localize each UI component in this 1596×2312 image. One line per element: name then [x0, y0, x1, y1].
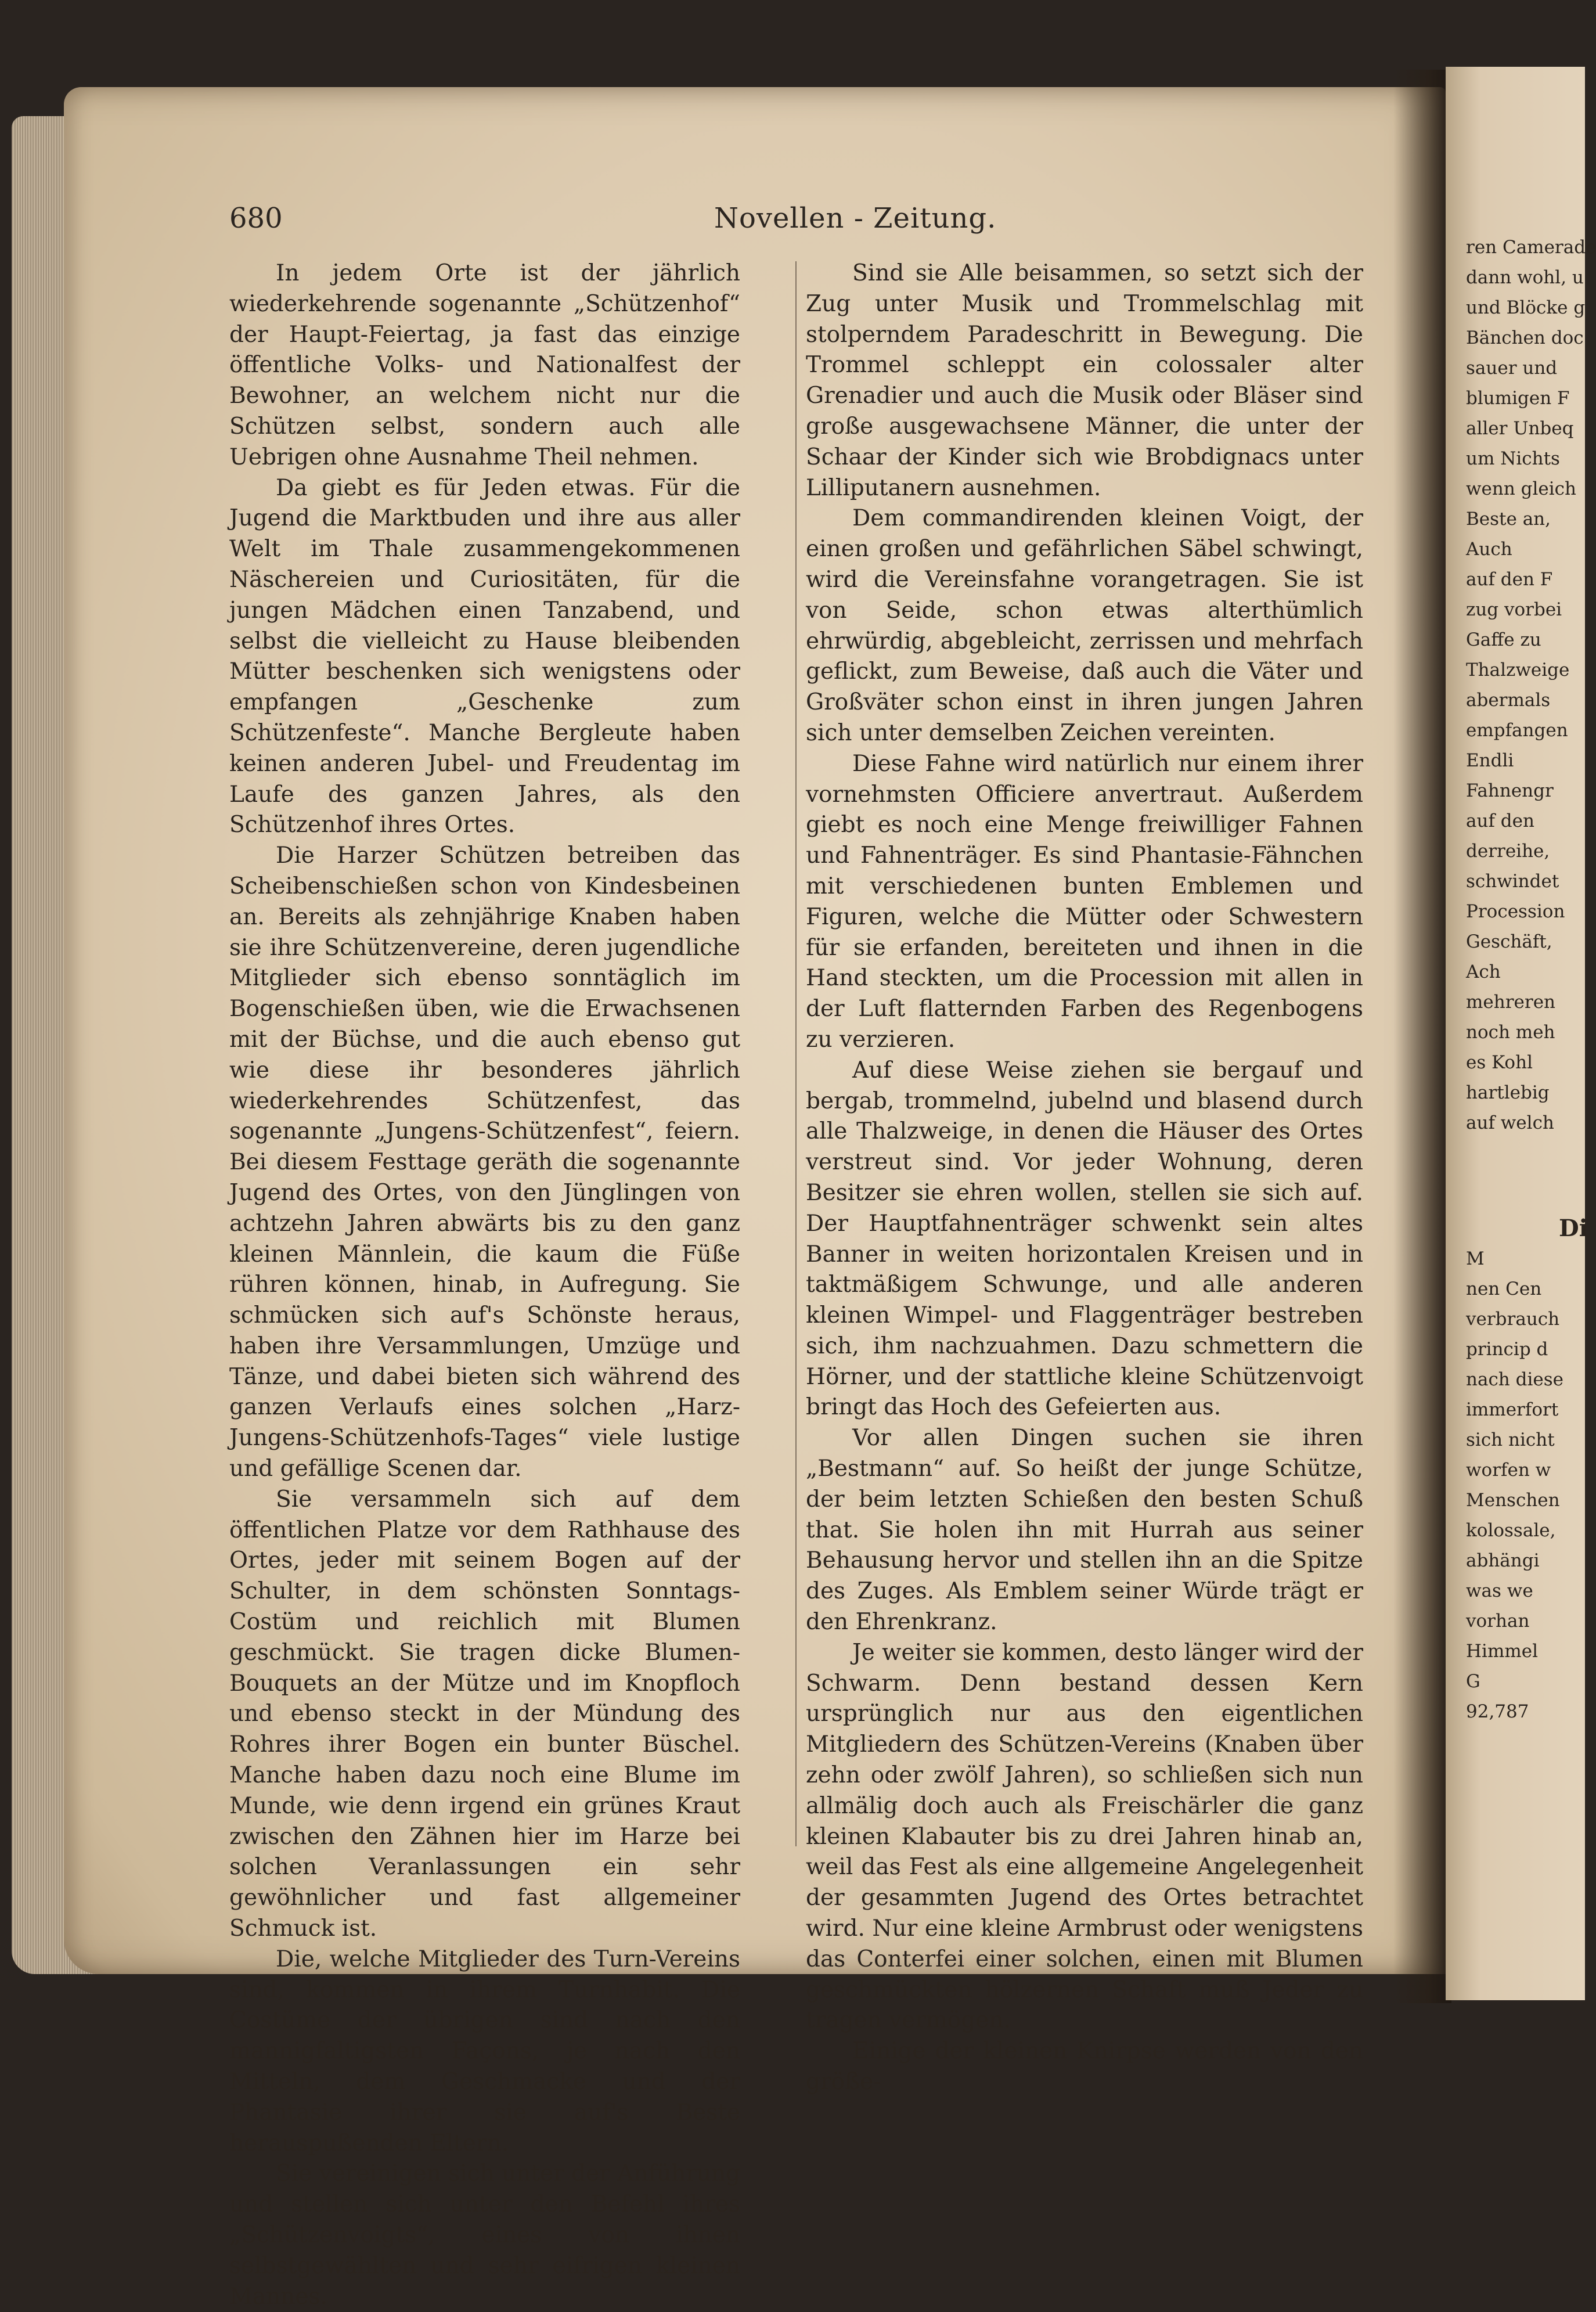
text-fragment: aller Unbeq [1466, 418, 1574, 439]
text-fragment: dann wohl, u [1466, 267, 1584, 288]
text-fragment: und Blöcke g [1466, 297, 1586, 318]
text-fragment: Beste an, [1466, 509, 1551, 530]
right-text-column [806, 258, 1363, 2098]
text-fragment: Endli [1466, 750, 1514, 771]
paragraph: Auf diese Weise ziehen sie bergauf und bergab, trommelnd, jubelnd und blasend durch alle Thalzweige, in denen die Häuser des Ortes verstreut sind. Vor jeder Wohnung, deren Besitzer sie ehren wollen, stellen sie sich auf. Der Hauptfahnenträger schwenkt sein altes Banner in weiten horizontalen Kreisen und in taktmäßigem Schwunge, und alle anderen kleinen Wimpel- und Flaggenträger bestreben sich, ihm nachzuahmen. Dazu schmettern die Hörner, und der stattliche kleine Schützenvoigt bringt das Hoch des Gefeierten aus. [806, 1057, 1363, 1421]
journal-title: Novellen - Zeitung. [714, 202, 997, 235]
page-number: 680 [229, 202, 283, 235]
paragraph: Sind sie Alle beisammen, so setzt sich der Zug unter Musik und Trommelschlag mit stolperndem Paradeschritt in Bewegung. Die Trommel schleppt ein colossaler alter Grenadier und auch die Musik oder Bläser sind große ausgewachsene Männer, die unter der Schaar der Kinder sich wie Brobdignacs unter Lilliputanern ausnehmen. [806, 260, 1363, 501]
text-fragment: immerfort [1466, 1399, 1559, 1420]
text-fragment: vorhan [1466, 1611, 1530, 1632]
text-fragment: M [1466, 1248, 1485, 1269]
text-fragment: auf den [1466, 811, 1534, 831]
text-fragment: hartlebig [1466, 1082, 1550, 1103]
text-fragment: sauer und [1466, 358, 1558, 379]
text-fragment: sich nicht [1466, 1429, 1555, 1450]
book-gutter [1393, 70, 1451, 2003]
text-fragment: abhängi [1466, 1550, 1540, 1571]
text-fragment: ren Camerade [1466, 237, 1596, 258]
paragraph: Einige der kleinen Knirpse werden von den größe- [806, 2038, 1363, 2095]
text-fragment: nen Cen [1466, 1279, 1542, 1299]
text-fragment: zug vorbei [1466, 599, 1562, 620]
running-head [229, 202, 1367, 243]
spacer [1466, 1138, 1588, 1213]
paragraph: Sie versammeln sich auf dem öffentlichen Platze vor dem Rathhause des Ortes, jeder mit seinem Bogen auf der Schulter, in dem schönsten Sonntags-Costüm und reichlich mit Blumen geschmückt. Sie tragen dicke Blumen-Bouquets an der Mütze und im Knopfloch und ebenso steckt in der Mündung des Rohres ihrer Bogen ein bunter Büschel. Manche haben dazu noch eine Blume im Munde, wie denn irgend ein grünes Kraut zwischen den Zähnen hier im Harze bei solchen Veranlassungen ein sehr gewöhnlicher und fast allgemeiner Schmuck ist. [229, 1486, 740, 1942]
text-fragment: G [1466, 1671, 1480, 1692]
text-fragment: mehreren [1466, 992, 1556, 1013]
paragraph: Je weiter sie kommen, desto länger wird der Schwarm. Denn bestand dessen Kern ursprünglich nur aus den eigentlichen Mitgliedern des Schützen-Vereins (Knaben über zehn oder zwölf Jahren), so schließen sich nun allmälig doch auch als Freischärler die ganz kleinen Klabauter bis zu drei Jahren hinab an, weil das Fest als eine allgemeine Angelegenheit der gesammten Jugend des Ortes betrachtet wird. Nur eine kleine Armbrust oder wenigstens das Conterfei einer solchen, einen mit Blumen geschmückten hölzernen Schaft muß Jeder zu tragen vermögen. [806, 1639, 1363, 2034]
text-fragment: Gaffe zu [1466, 629, 1541, 650]
text-fragment: Menschen [1466, 1490, 1560, 1511]
paragraph: Da giebt es für Jeden etwas. Für die Jugend die Marktbuden und ihre aus aller Welt im Thale zusammengekommenen Näschereien und Curiositäten, für die jungen Mädchen einen Tanzabend, und selbst die vielleicht zu Hause bleibenden Mütter beschenken sich wenigstens oder empfangen „Geschenke zum Schützenfeste“. Manche Bergleute haben keinen anderen Jubel- und Freudentag im Laufe des ganzen Jahres, als den Schützenhof ihres Ortes. [229, 474, 740, 838]
paragraph: Die Harzer Schützen betreiben das Scheibenschießen schon von Kindesbeinen an. Bereits als zehnjährige Knaben haben sie ihre Schützenvereine, deren jugendliche Mitglieder sich ebenso sonntäglich im Bogenschießen üben, wie die Erwachsenen mit der Büchse, und die auch ebenso gut wie diese ihr besonderes jährlich wiederkehrendes Schützenfest, das sogenannte „Jungens-Schützenfest“, feiern. Bei diesem Festtage geräth die sogenannte Jugend des Ortes, von den Jünglingen von achtzehn Jahren abwärts bis zu den ganz kleinen Männlein, die kaum die Füße rühren können, hinab, in Aufregung. Sie schmücken sich auf's Schönste heraus, haben ihre Versammlungen, Umzüge und Tänze, und dabei bieten sich während des ganzen Verlaufs eines solchen „Harz-Jungens-Schützenhofs-Tages“ viele lustige und gefällige Scenen dar. [229, 842, 740, 1482]
text-fragment: schwindet [1466, 871, 1559, 892]
text-fragment: derreihe, [1466, 841, 1550, 862]
text-fragment: es Kohl [1466, 1052, 1533, 1073]
paragraph: Die, welche Mitglieder des Turn-Vereins sind, kommen in ihrem Turnhabit. Die Costüme der übrigen sind nach den mannigfaltigsten Façons, je nach den Mitteln, dem Geschmacke und der Phantasie ihrer sie auf's Beste herauspußenden Eltern. [229, 1946, 740, 2156]
left-text-column [229, 258, 740, 2312]
text-fragment: nach diese [1466, 1369, 1563, 1390]
text-fragment: kolossale, [1466, 1520, 1556, 1541]
text-fragment: Ach [1466, 961, 1501, 982]
text-fragment: auf den F [1466, 569, 1553, 590]
text-fragment: um Nichts [1466, 448, 1560, 469]
text-fragment: Himmel [1466, 1641, 1538, 1662]
column-divider [795, 261, 797, 1846]
text-fragment: abermals [1466, 690, 1551, 711]
text-fragment: verbrauch [1466, 1309, 1560, 1330]
text-fragment: princip d [1466, 1339, 1548, 1360]
text-fragment: Thalzweige [1466, 660, 1570, 680]
text-fragment: worfen w [1466, 1460, 1551, 1481]
text-fragment: auf welch [1466, 1112, 1554, 1133]
text-fragment: noch meh [1466, 1022, 1555, 1043]
text-fragment: was we [1466, 1580, 1533, 1601]
text-fragment: wenn gleich [1466, 478, 1577, 499]
text-fragment: Geschäft, [1466, 931, 1552, 952]
text-fragment: Auch [1466, 539, 1512, 560]
text-fragment: 92,787 [1466, 1701, 1529, 1722]
text-fragment: Fahnengr [1466, 780, 1554, 801]
paragraph: Sie vereinigen sich unter der Anführung und stellen sich unter den Befehl ihres „Schützenvoigts“, eines von ihnen selbstgewählten und sehr eifrigen kleinen Mannes. [229, 2160, 740, 2310]
text-fragment: empfangen [1466, 720, 1568, 741]
facing-page-heading: Di [1559, 1215, 1588, 1242]
paragraph: Dem commandirenden kleinen Voigt, der einen großen und gefährlichen Säbel schwingt, wird die Vereinsfahne vorangetragen. Sie ist von Seide, schon etwas alterthümlich ehrwürdig, abgebleicht, zerrissen und mehrfach geflickt, zum Beweise, daß auch die Väter und Großväter schon einst in ihren jungen Jahren sich unter demselben Zeichen vereinten. [806, 505, 1363, 746]
paragraph: In jedem Orte ist der jährlich wiederkehrende sogenannte „Schützenhof“ der Haupt-Feiertag, ja fast das einzige öffentliche Volks- und Nationalfest der Bewohner, an welchem nicht nur die Schützen selbst, sondern auch alle Uebrigen ohne Ausnahme Theil nehmen. [229, 260, 740, 470]
text-fragment: Procession [1466, 901, 1565, 922]
text-fragment: blumigen F [1466, 388, 1570, 409]
text-fragment: Bänchen doc [1466, 327, 1584, 348]
facing-page-text [1466, 232, 1596, 1727]
paragraph: Vor allen Dingen suchen sie ihren „Bestmann“ auf. So heißt der junge Schütze, der beim letzten Schießen den besten Schuß that. Sie holen ihn mit Hurrah aus seiner Behausung hervor und stellen ihn an die Spitze des Zuges. Als Emblem seiner Würde trägt er den Ehrenkranz. [806, 1425, 1363, 1636]
paragraph: Diese Fahne wird natürlich nur einem ihrer vornehmsten Officiere anvertraut. Außerdem giebt es noch eine Menge freiwilliger Fahnen und Fahnenträger. Es sind Phantasie-Fähnchen mit verschiedenen bunten Emblemen und Figuren, welche die Mütter oder Schwestern für sie erfanden, bereiteten und ihnen in die Hand steckten, um die Procession mit allen in der Luft flatternden Farben des Regenbogens zu verzieren. [806, 750, 1363, 1053]
